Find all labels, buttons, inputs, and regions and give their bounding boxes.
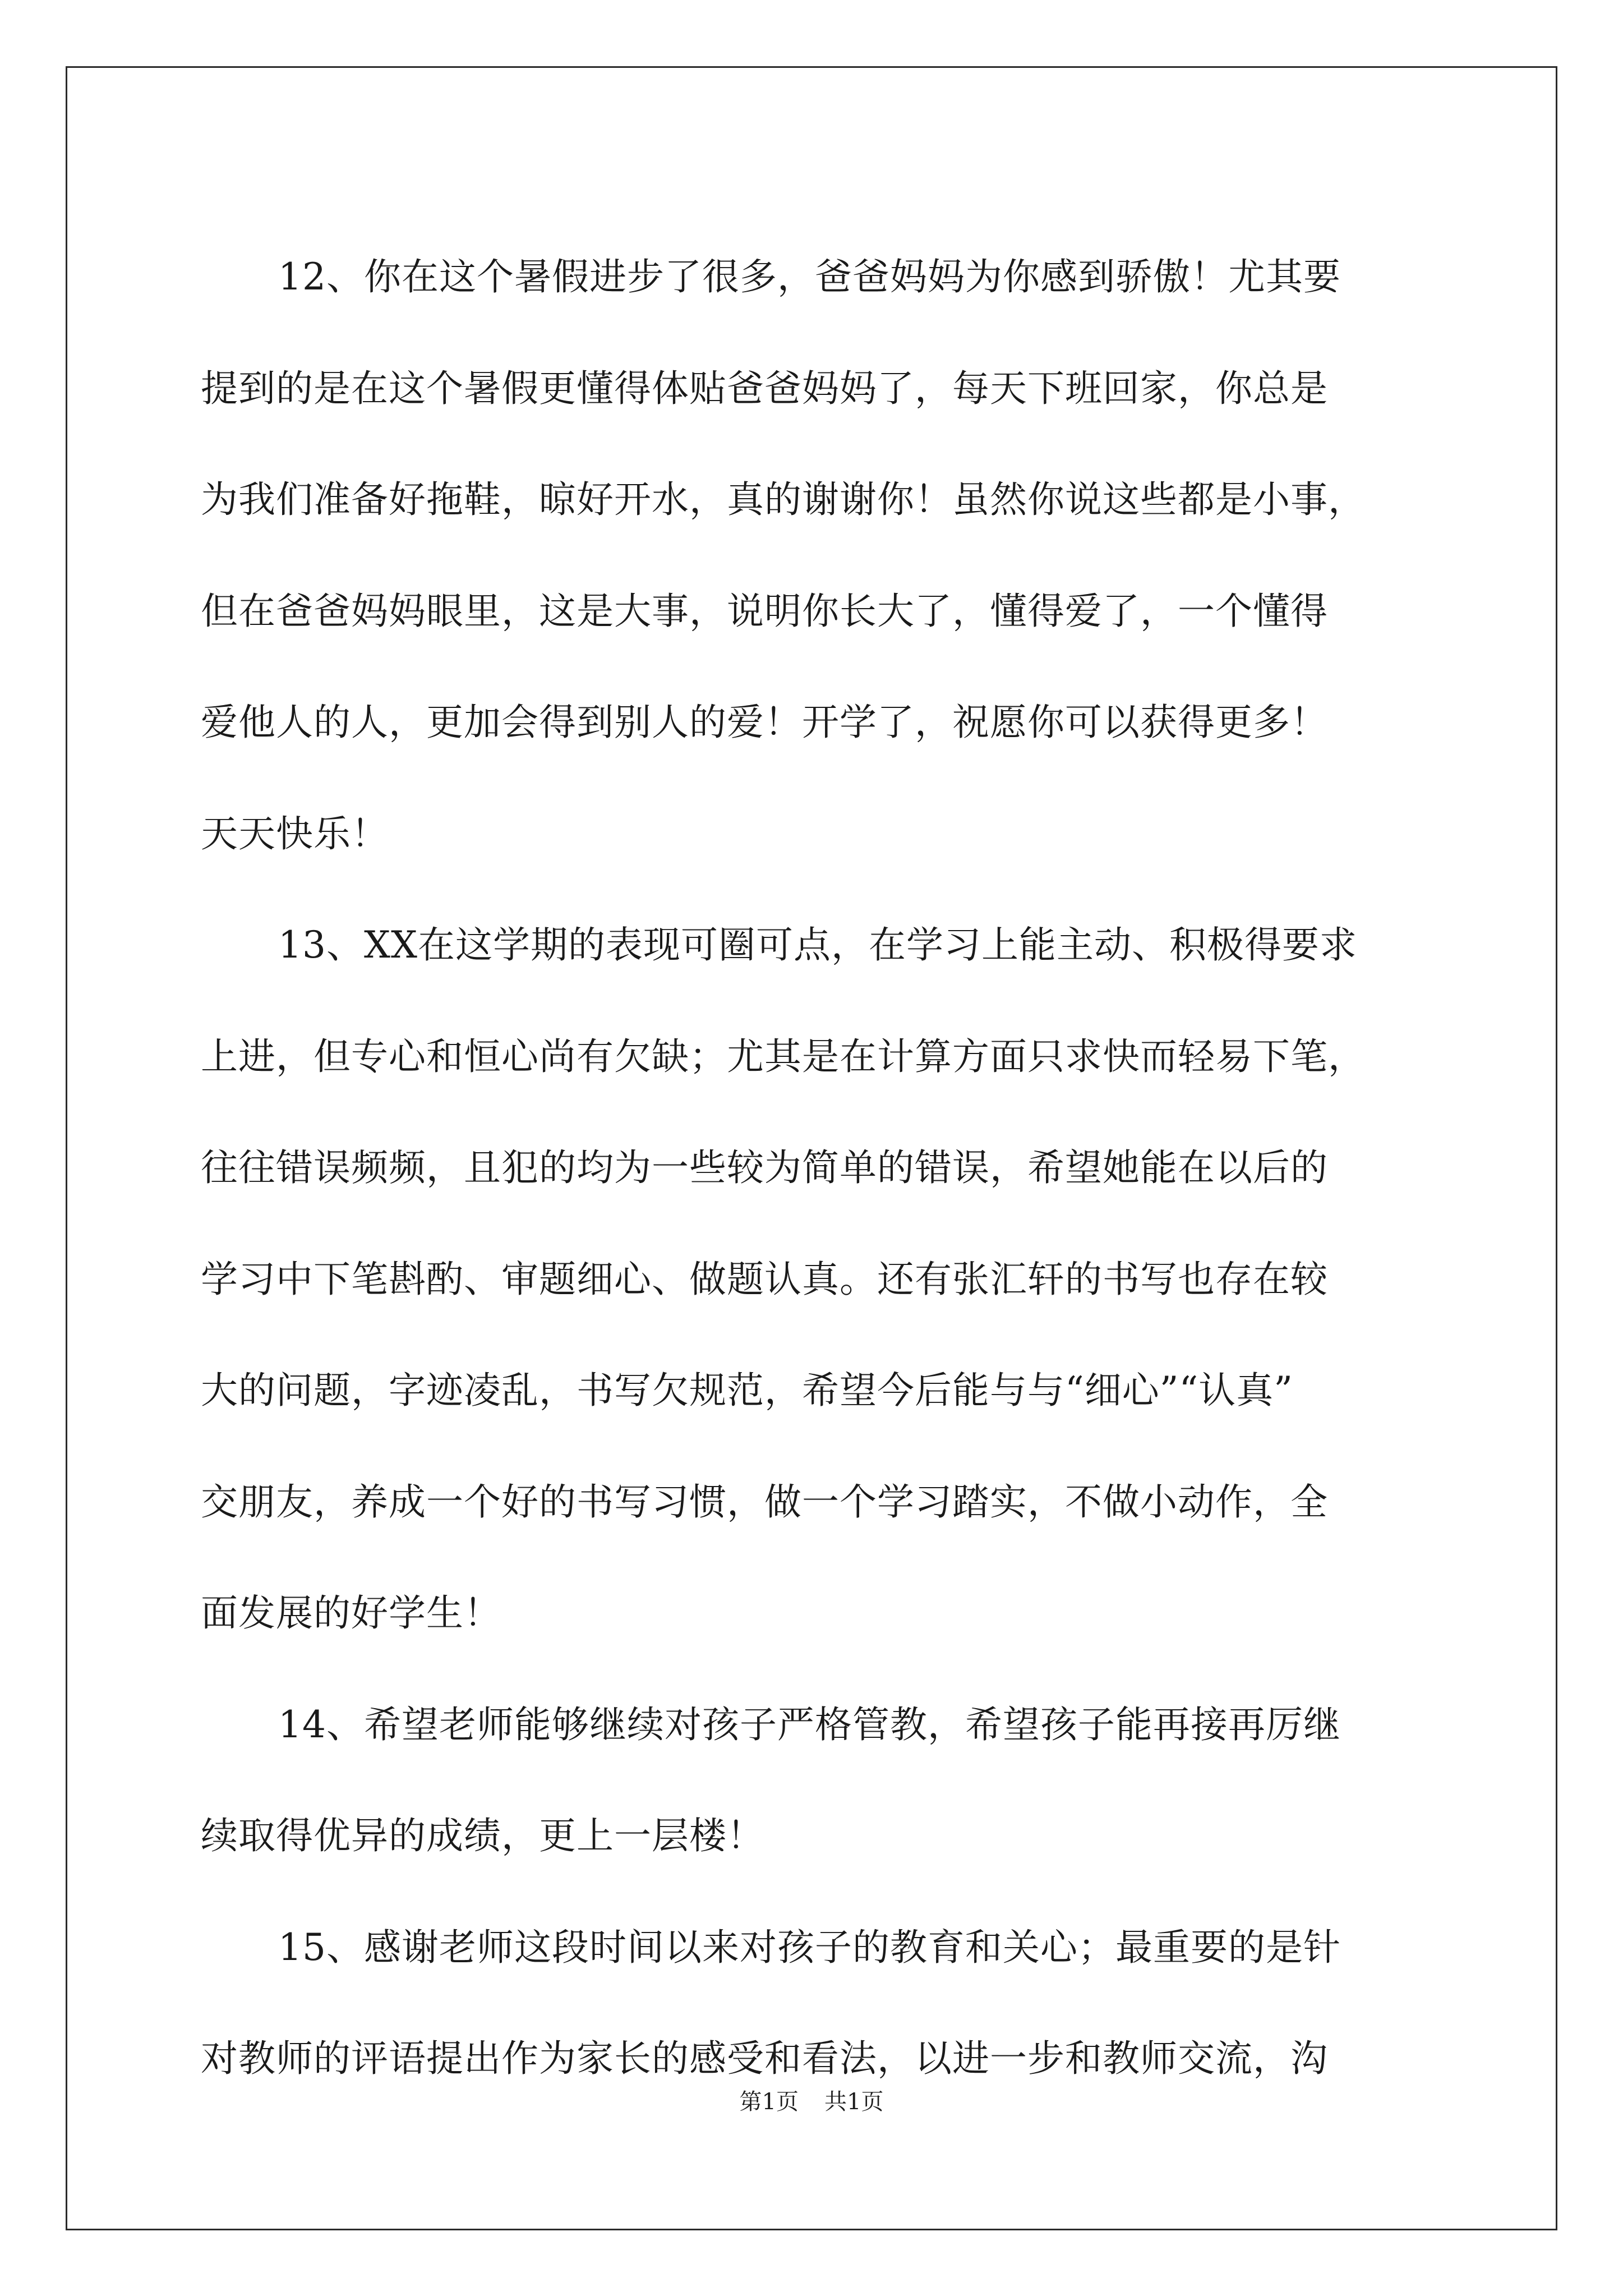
text-line: 为我们准备好拖鞋，晾好开水，真的谢谢你！虽然你说这些都是小事， (201, 478, 1366, 521)
page-footer (0, 2088, 1623, 2116)
text-line: 学习中下笔斟酌、审题细心、做题认真。还有张汇轩的书写也存在较 (201, 1257, 1328, 1301)
text-line: 爱他人的人，更加会得到别人的爱！开学了，祝愿你可以获得更多！ (201, 701, 1328, 744)
text-line: 对教师的评语提出作为家长的感受和看法，以进一步和教师交流，沟 (201, 2037, 1328, 2080)
text-line: 交朋友，养成一个好的书写习惯，做一个学习踏实，不做小动作，全 (201, 1480, 1328, 1524)
text-line: 13、XX在这学期的表现可圈可点，在学习上能主动、积极得要求 (278, 923, 1357, 967)
text-line: 上进，但专心和恒心尚有欠缺；尤其是在计算方面只求快而轻易下笔， (201, 1034, 1366, 1078)
document-body (201, 222, 1426, 2115)
text-line: 续取得优异的成绩，更上一层楼！ (201, 1814, 764, 1857)
page-total: 共1页 (824, 2089, 884, 2115)
text-line: 天天快乐！ (201, 812, 389, 855)
text-line: 但在爸爸妈妈眼里，这是大事，说明你长大了，懂得爱了，一个懂得 (201, 589, 1328, 633)
text-line: 大的问题，字迹凌乱，书写欠规范，希望今后能与与“细心”“认真” (201, 1369, 1293, 1412)
page-number: 第1页 (739, 2089, 799, 2115)
text-line: 提到的是在这个暑假更懂得体贴爸爸妈妈了，每天下班回家，你总是 (201, 366, 1328, 410)
text-line: 12、你在这个暑假进步了很多，爸爸妈妈为你感到骄傲！尤其要 (278, 255, 1341, 298)
text-line: 面发展的好学生！ (201, 1591, 501, 1635)
text-line: 15、感谢老师这段时间以来对孩子的教育和关心；最重要的是针 (278, 1925, 1341, 1969)
text-line: 14、希望老师能够继续对孩子严格管教，希望孩子能再接再厉继 (278, 1703, 1341, 1746)
text-line: 往往错误频频，且犯的均为一些较为简单的错误，希望她能在以后的 (201, 1146, 1328, 1189)
